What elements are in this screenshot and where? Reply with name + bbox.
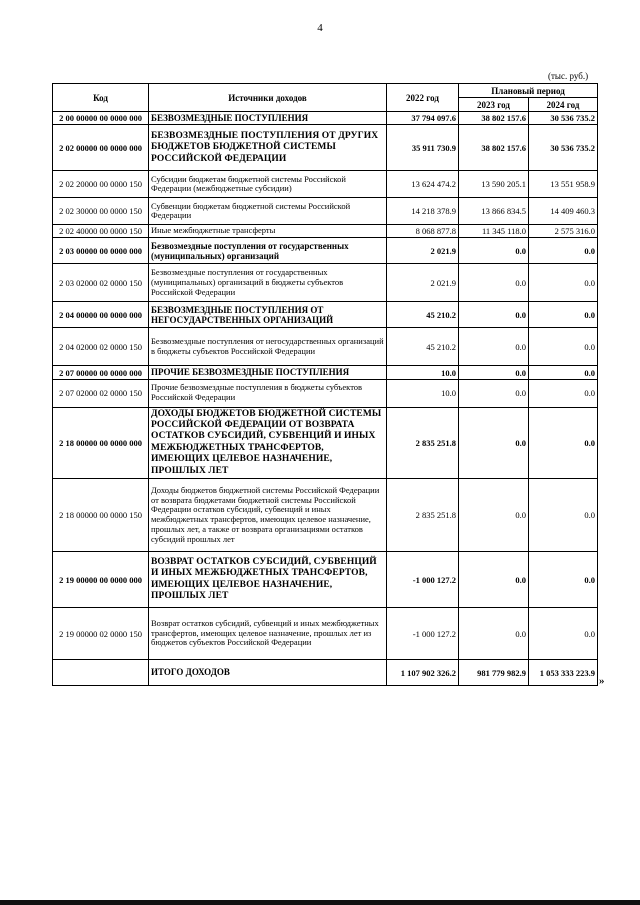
row-value-2022: 10.0 [387, 366, 459, 379]
row-name: БЕЗВОЗМЕЗДНЫЕ ПОСТУПЛЕНИЯ ОТ НЕГОСУДАРСТВЕННЫХ ОРГАНИЗАЦИЙ [149, 302, 387, 328]
total-code-empty [53, 660, 149, 686]
table-row [53, 328, 598, 366]
row-value-2022: 13 624 474.2 [387, 171, 459, 198]
row-code: 2 04 02000 02 0000 150 [53, 328, 149, 366]
row-value-2024: 13 551 958.9 [529, 171, 598, 198]
row-value-2022: -1 000 127.2 [387, 552, 459, 608]
row-code: 2 03 02000 02 0000 150 [53, 264, 149, 302]
row-value-2024: 0.0 [529, 238, 598, 264]
row-code: 2 02 30000 00 0000 150 [53, 198, 149, 225]
header-2022: 2022 год [387, 84, 459, 112]
row-name: Доходы бюджетов бюджетной системы Российской Федерации от возврата бюджетами бюджетной системы Российской Федерации остатков субсидий, субвенций и иных межбюджетных трансфертов, имеющих целевое назначение, прошлых лет, а также от возврата организациями остатков субсидий прошлых лет [149, 479, 387, 552]
row-name: Субвенции бюджетам бюджетной системы Российской Федерации [149, 198, 387, 225]
row-name: Субсидии бюджетам бюджетной системы Российской Федерации (межбюджетные субсидии) [149, 171, 387, 198]
row-value-2024: 30 536 735.2 [529, 125, 598, 171]
table-row [53, 608, 598, 660]
row-code: 2 18 00000 00 0000 150 [53, 479, 149, 552]
row-name: Безвозмездные поступления от государственных (муниципальных) организаций в бюджеты субъектов Российской Федерации [149, 264, 387, 302]
row-value-2024: 30 536 735.2 [529, 112, 598, 125]
row-value-2022: 37 794 097.6 [387, 112, 459, 125]
table-row [53, 479, 598, 552]
table-row [53, 302, 598, 328]
row-code: 2 02 40000 00 0000 150 [53, 225, 149, 238]
row-value-2024: 0.0 [529, 302, 598, 328]
table-row [53, 225, 598, 238]
header-planning-period: Плановый период [459, 84, 598, 98]
row-value-2024: 2 575 316.0 [529, 225, 598, 238]
row-name: БЕЗВОЗМЕЗДНЫЕ ПОСТУПЛЕНИЯ ОТ ДРУГИХ БЮДЖЕТОВ БЮДЖЕТНОЙ СИСТЕМЫ РОССИЙСКОЙ ФЕДЕРАЦИИ [149, 125, 387, 171]
row-name: Безвозмездные поступления от негосударственных организаций в бюджеты субъектов Российской Федерации [149, 328, 387, 366]
row-value-2022: 8 068 877.8 [387, 225, 459, 238]
row-value-2023: 0.0 [459, 552, 529, 608]
row-value-2022: -1 000 127.2 [387, 608, 459, 660]
header-source: Источники доходов [149, 84, 387, 112]
total-value-2022: 1 107 902 326.2 [387, 660, 459, 686]
row-value-2024: 0.0 [529, 366, 598, 379]
row-value-2023: 0.0 [459, 479, 529, 552]
row-value-2023: 13 866 834.5 [459, 198, 529, 225]
row-code: 2 19 00000 00 0000 000 [53, 552, 149, 608]
row-name: ПРОЧИЕ БЕЗВОЗМЕЗДНЫЕ ПОСТУПЛЕНИЯ [149, 366, 387, 379]
row-code: 2 02 20000 00 0000 150 [53, 171, 149, 198]
row-name: Безвозмездные поступления от государственных (муниципальных) организаций [149, 238, 387, 264]
row-value-2023: 0.0 [459, 379, 529, 407]
row-value-2024: 0.0 [529, 264, 598, 302]
row-value-2023: 0.0 [459, 407, 529, 478]
table-row [53, 264, 598, 302]
row-value-2023: 0.0 [459, 328, 529, 366]
row-value-2024: 14 409 460.3 [529, 198, 598, 225]
table-row [53, 171, 598, 198]
table-row [53, 552, 598, 608]
row-name: ВОЗВРАТ ОСТАТКОВ СУБСИДИЙ, СУБВЕНЦИЙ И ИНЫХ МЕЖБЮДЖЕТНЫХ ТРАНСФЕРТОВ, ИМЕЮЩИХ ЦЕЛЕВОЕ НАЗНАЧЕНИЕ, ПРОШЛЫХ ЛЕТ [149, 552, 387, 608]
row-value-2022: 2 835 251.8 [387, 479, 459, 552]
header-code: Код [53, 84, 149, 112]
table-row [53, 238, 598, 264]
table-row [53, 407, 598, 478]
row-value-2024: 0.0 [529, 328, 598, 366]
total-row [53, 660, 598, 686]
table-row [53, 366, 598, 379]
table-row [53, 198, 598, 225]
row-value-2023: 38 802 157.6 [459, 112, 529, 125]
total-value-2023: 981 779 982.9 [459, 660, 529, 686]
row-value-2024: 0.0 [529, 379, 598, 407]
row-code: 2 18 00000 00 0000 000 [53, 407, 149, 478]
closing-quote-mark: » [599, 675, 605, 687]
row-value-2023: 0.0 [459, 264, 529, 302]
units-label: (тыс. руб.) [548, 71, 589, 81]
row-value-2022: 2 835 251.8 [387, 407, 459, 478]
row-value-2023: 0.0 [459, 302, 529, 328]
row-value-2024: 0.0 [529, 479, 598, 552]
row-name: Иные межбюджетные трансферты [149, 225, 387, 238]
row-value-2024: 0.0 [529, 608, 598, 660]
row-code: 2 07 02000 02 0000 150 [53, 379, 149, 407]
table-row [53, 125, 598, 171]
row-value-2022: 35 911 730.9 [387, 125, 459, 171]
table-row [53, 112, 598, 125]
total-value-2024: 1 053 333 223.9 [529, 660, 598, 686]
row-name: ДОХОДЫ БЮДЖЕТОВ БЮДЖЕТНОЙ СИСТЕМЫ РОССИЙСКОЙ ФЕДЕРАЦИИ ОТ ВОЗВРАТА ОСТАТКОВ СУБСИДИЙ, СУБВЕНЦИЙ И ИНЫХ МЕЖБЮДЖЕТНЫХ ТРАНСФЕРТОВ, ИМЕЮЩИХ ЦЕЛЕВОЕ НАЗНАЧЕНИЕ, ПРОШЛЫХ ЛЕТ [149, 407, 387, 478]
header-2024: 2024 год [529, 98, 598, 112]
table-row [53, 379, 598, 407]
revenue-table [52, 83, 598, 686]
row-code: 2 04 00000 00 0000 000 [53, 302, 149, 328]
row-value-2023: 13 590 205.1 [459, 171, 529, 198]
row-value-2023: 38 802 157.6 [459, 125, 529, 171]
row-name: Прочие безвозмездные поступления в бюджеты субъектов Российской Федерации [149, 379, 387, 407]
row-code: 2 19 00000 02 0000 150 [53, 608, 149, 660]
row-value-2024: 0.0 [529, 552, 598, 608]
row-code: 2 07 00000 00 0000 000 [53, 366, 149, 379]
row-value-2022: 45 210.2 [387, 302, 459, 328]
row-value-2023: 0.0 [459, 238, 529, 264]
row-value-2022: 14 218 378.9 [387, 198, 459, 225]
row-value-2023: 0.0 [459, 608, 529, 660]
row-code: 2 02 00000 00 0000 000 [53, 125, 149, 171]
row-code: 2 00 00000 00 0000 000 [53, 112, 149, 125]
row-name: Возврат остатков субсидий, субвенций и иных межбюджетных трансфертов, имеющих целевое назначение, прошлых лет из бюджетов субъектов Российской Федерации [149, 608, 387, 660]
row-value-2022: 10.0 [387, 379, 459, 407]
page-number: 4 [317, 22, 323, 34]
row-code: 2 03 00000 00 0000 000 [53, 238, 149, 264]
row-value-2022: 2 021.9 [387, 238, 459, 264]
total-label: ИТОГО ДОХОДОВ [149, 660, 387, 686]
header-2023: 2023 год [459, 98, 529, 112]
row-name: БЕЗВОЗМЕЗДНЫЕ ПОСТУПЛЕНИЯ [149, 112, 387, 125]
row-value-2023: 11 345 118.0 [459, 225, 529, 238]
row-value-2022: 45 210.2 [387, 328, 459, 366]
row-value-2022: 2 021.9 [387, 264, 459, 302]
scan-bottom-edge [0, 900, 640, 905]
row-value-2023: 0.0 [459, 366, 529, 379]
row-value-2024: 0.0 [529, 407, 598, 478]
